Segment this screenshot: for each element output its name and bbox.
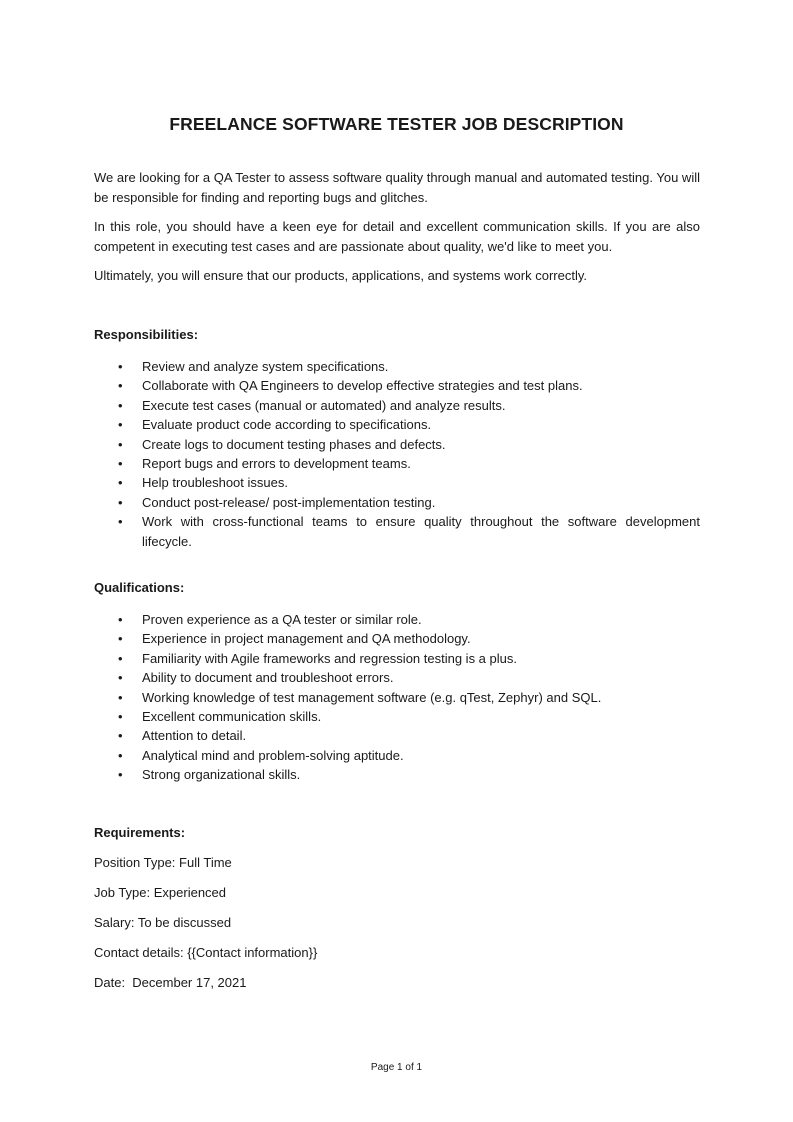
list-item: • Review and analyze system specifications. <box>94 357 700 376</box>
list-item: • Create logs to document testing phases and defects. <box>94 435 700 454</box>
list-item: • Familiarity with Agile frameworks and regression testing is a plus. <box>94 649 700 668</box>
page-number: Page 1 of 1 <box>370 1062 423 1073</box>
bullet-icon: • <box>118 631 123 647</box>
bullet-icon: • <box>118 378 123 394</box>
list-item: • Proven experience as a QA tester or similar role. <box>94 610 700 629</box>
bullet-icon: • <box>118 417 123 433</box>
position-type: Position Type: Full Time <box>94 855 232 870</box>
list-item: • Work with cross-functional teams to ensure quality throughout the software development lifecycle. <box>118 514 700 549</box>
list-item: • Experience in project management and QA methodology. <box>94 629 700 648</box>
bullet-icon: • <box>118 689 123 705</box>
list-item: • Collaborate with QA Engineers to develop effective strategies and test plans. <box>94 376 700 395</box>
list-item: • Evaluate product code according to specifications. <box>94 415 700 434</box>
bullet-icon: • <box>118 650 123 666</box>
bullet-icon: • <box>118 728 123 744</box>
intro-paragraph-2: In this role, you should have a keen eye for detail and excellent communication skills. If you are also competent in executing test cases and are passionate about quality, we'd like to meet you. <box>94 219 700 254</box>
bullet-icon: • <box>118 359 123 374</box>
bullet-icon: • <box>118 514 123 530</box>
bullet-icon: • <box>118 767 123 783</box>
bullet-icon: • <box>118 612 123 627</box>
contact-details: Contact details: {{Contact information}} <box>94 945 318 960</box>
bullet-icon: • <box>118 397 123 413</box>
list-item: • Conduct post-release/ post-implementation testing. <box>94 493 700 512</box>
document-title: FREELANCE SOFTWARE TESTER JOB DESCRIPTION <box>169 114 624 134</box>
bullet-icon: • <box>118 475 123 491</box>
responsibilities-heading: Responsibilities: <box>94 327 199 342</box>
responsibilities-list <box>94 357 700 551</box>
list-item: • Attention to detail. <box>94 726 700 745</box>
qualifications-heading: Qualifications: <box>94 580 185 595</box>
date: Date: December 17, 2021 <box>94 975 247 990</box>
list-item: • Analytical mind and problem-solving aptitude. <box>94 746 700 765</box>
bullet-icon: • <box>118 436 123 452</box>
qualifications-list <box>94 610 700 785</box>
intro-paragraph-3: Ultimately, you will ensure that our products, applications, and systems work correctly. <box>94 268 587 283</box>
list-item: • Working knowledge of test management software (e.g. qTest, Zephyr) and SQL. <box>94 688 700 707</box>
list-item: • Help troubleshoot issues. <box>94 473 700 492</box>
requirements-heading: Requirements: <box>94 825 186 840</box>
list-item: • Ability to document and troubleshoot errors. <box>94 668 700 687</box>
list-item: • Strong organizational skills. <box>94 765 700 784</box>
salary: Salary: To be discussed <box>94 915 232 930</box>
bullet-icon: • <box>118 456 123 472</box>
list-item: • Report bugs and errors to development teams. <box>94 454 700 473</box>
bullet-icon: • <box>118 709 123 725</box>
bullet-icon: • <box>118 494 123 510</box>
intro-paragraph-1: We are looking for a QA Tester to assess software quality through manual and automated testing. You will be responsible for finding and reporting bugs and glitches. <box>94 170 700 205</box>
job-type: Job Type: Experienced <box>94 885 227 900</box>
bullet-icon: • <box>118 670 123 686</box>
bullet-icon: • <box>118 747 123 763</box>
list-item: • Excellent communication skills. <box>94 707 700 726</box>
list-item: • Execute test cases (manual or automated) and analyze results. <box>94 396 700 415</box>
